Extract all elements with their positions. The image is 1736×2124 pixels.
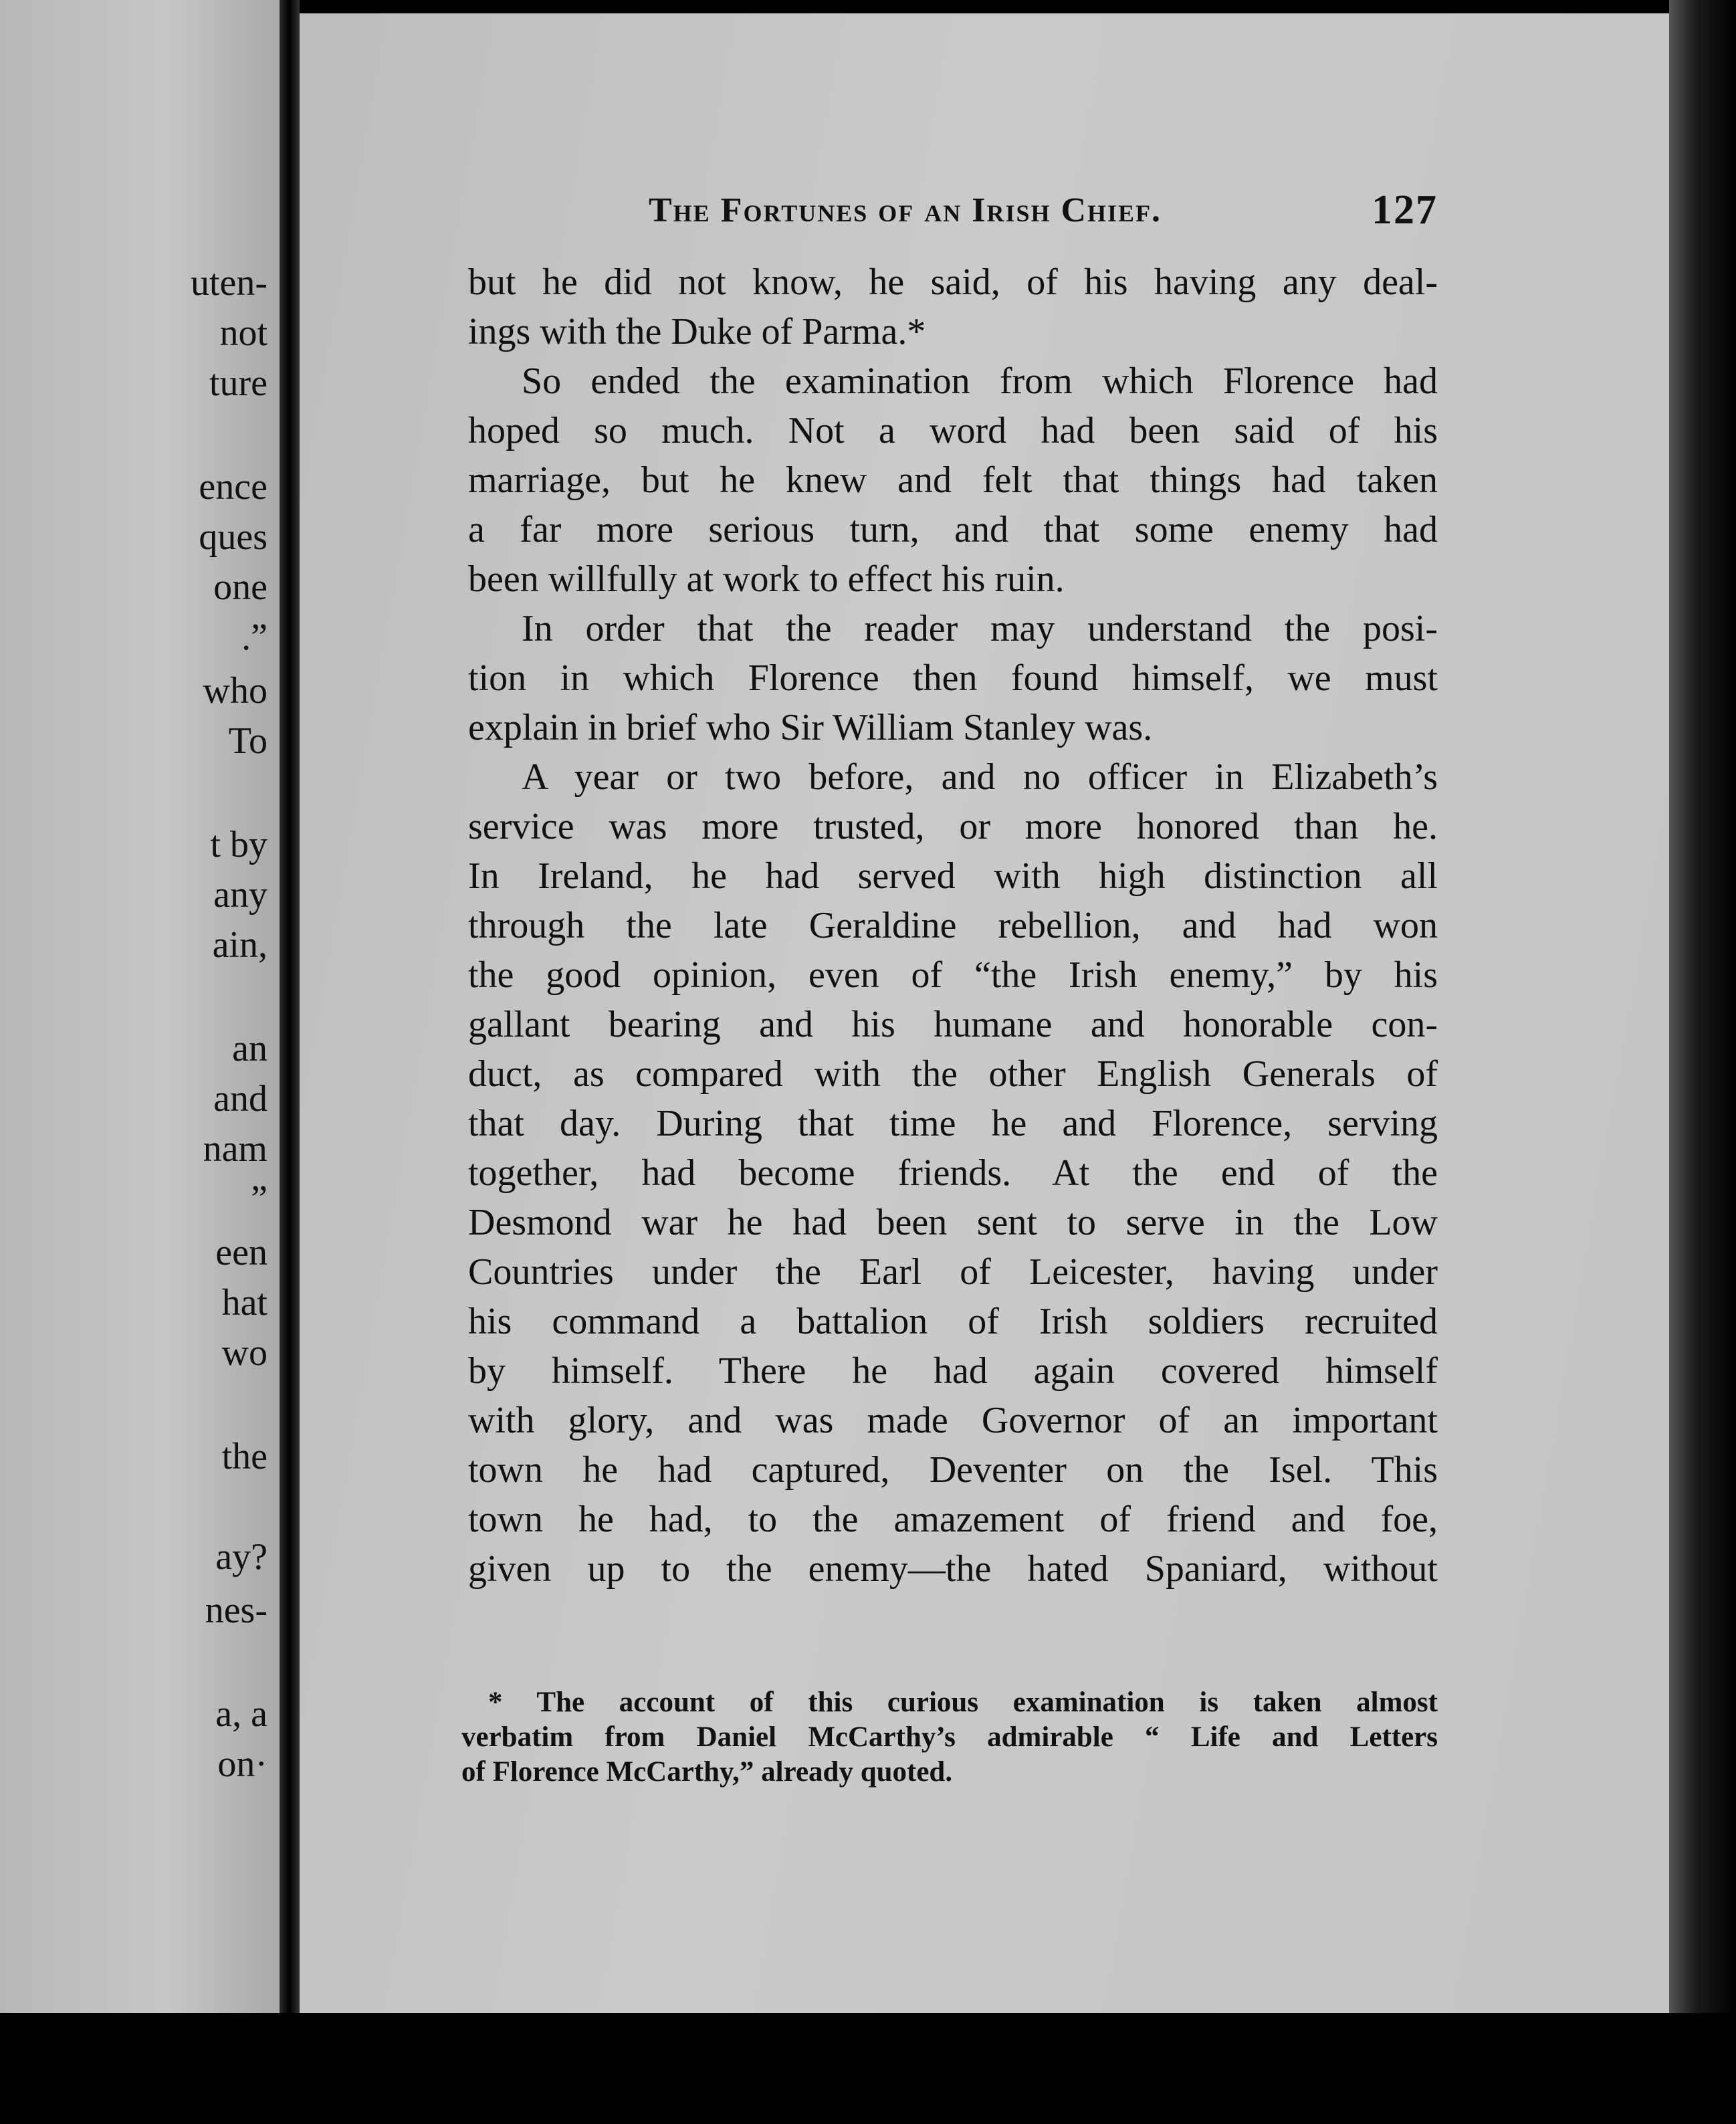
- left-fragment: ay?: [215, 1536, 267, 1578]
- left-fragment: .”: [241, 617, 267, 658]
- left-fragment: any: [213, 874, 267, 916]
- left-fragment: ”: [251, 1178, 267, 1220]
- left-fragment: on·: [217, 1743, 267, 1785]
- book-gutter: [280, 0, 300, 2124]
- text-line: been willfully at work to effect his ruin.: [468, 558, 1065, 600]
- text-line: but he did not know, he said, of his having any deal-: [468, 261, 1438, 303]
- left-fragment: not: [219, 312, 267, 354]
- left-fragment: a, a: [215, 1693, 267, 1735]
- left-fragment: the: [221, 1436, 267, 1477]
- text-line: gallant bearing and his humane and honorable con-: [468, 1004, 1438, 1045]
- running-header: [649, 187, 1438, 237]
- text-line: service was more trusted, or more honored than he.: [468, 806, 1438, 847]
- page-edge-shadow: [1669, 0, 1736, 2124]
- footnote-line: verbatim from Daniel McCarthy’s admirable “ Life and Letters: [461, 1721, 1438, 1753]
- text-line: Countries under the Earl of Leicester, having under: [468, 1251, 1438, 1293]
- text-line: through the late Geraldine rebellion, and had won: [468, 905, 1438, 946]
- text-line: hoped so much. Not a word had been said of his: [468, 410, 1438, 451]
- text-line: ings with the Duke of Parma.*: [468, 311, 926, 352]
- text-line: A year or two before, and no officer in Elizabeth’s: [522, 756, 1438, 798]
- text-line: the good opinion, even of “the Irish enemy,” by his: [468, 954, 1438, 996]
- text-line: that day. During that time he and Florence, serving: [468, 1103, 1438, 1144]
- text-line: In order that the reader may understand the posi-: [522, 608, 1438, 649]
- text-line: by himself. There he had again covered himself: [468, 1350, 1438, 1392]
- scan-border: [0, 2013, 1736, 2124]
- footnote-line: * The account of this curious examination is taken almost: [488, 1687, 1438, 1718]
- text-line: a far more serious turn, and that some enemy had: [468, 509, 1438, 550]
- text-line: marriage, but he knew and felt that things had taken: [468, 459, 1438, 501]
- page-number: 127: [1372, 187, 1438, 233]
- running-title: The Fortunes of an Irish Chief.: [649, 191, 1162, 229]
- text-line: given up to the enemy—the hated Spaniard, without: [468, 1548, 1438, 1590]
- text-line: So ended the examination from which Florence had: [522, 360, 1438, 402]
- left-page-margin: [0, 0, 280, 2124]
- left-fragment: ain,: [212, 924, 267, 966]
- left-fragment: t by: [210, 824, 267, 865]
- left-fragment: nam: [203, 1128, 267, 1170]
- text-line: together, had become friends. At the end of the: [468, 1152, 1438, 1194]
- footnote-line: of Florence McCarthy,” already quoted.: [461, 1756, 953, 1788]
- text-line: his command a battalion of Irish soldiers recruited: [468, 1301, 1438, 1342]
- left-fragment: een: [215, 1232, 267, 1273]
- text-line: explain in brief who Sir William Stanley was.: [468, 707, 1153, 748]
- text-line: tion in which Florence then found himself, we must: [468, 657, 1438, 699]
- text-line: duct, as compared with the other English Generals of: [468, 1053, 1438, 1095]
- left-fragment: To: [228, 720, 267, 762]
- left-fragment: ence: [199, 466, 267, 508]
- text-line: town he had captured, Deventer on the Isel. This: [468, 1449, 1438, 1491]
- left-fragment: nes-: [205, 1590, 267, 1631]
- text-line: Desmond war he had been sent to serve in the Low: [468, 1202, 1438, 1243]
- left-fragment: one: [213, 566, 267, 608]
- left-fragment: hat: [221, 1282, 267, 1323]
- text-line: town he had, to the amazement of friend and foe,: [468, 1499, 1438, 1540]
- text-line: with glory, and was made Governor of an important: [468, 1400, 1438, 1441]
- body-text: [468, 257, 1438, 1594]
- left-fragment: ture: [209, 362, 267, 404]
- left-fragment: ques: [199, 516, 267, 558]
- left-fragment: and: [213, 1078, 267, 1120]
- left-fragment: who: [203, 670, 267, 712]
- left-fragment: uten-: [190, 262, 267, 304]
- text-line: In Ireland, he had served with high distinction all: [468, 855, 1438, 897]
- left-fragment: wo: [221, 1332, 267, 1374]
- left-fragment: an: [232, 1028, 267, 1069]
- footnote: [461, 1685, 1438, 1790]
